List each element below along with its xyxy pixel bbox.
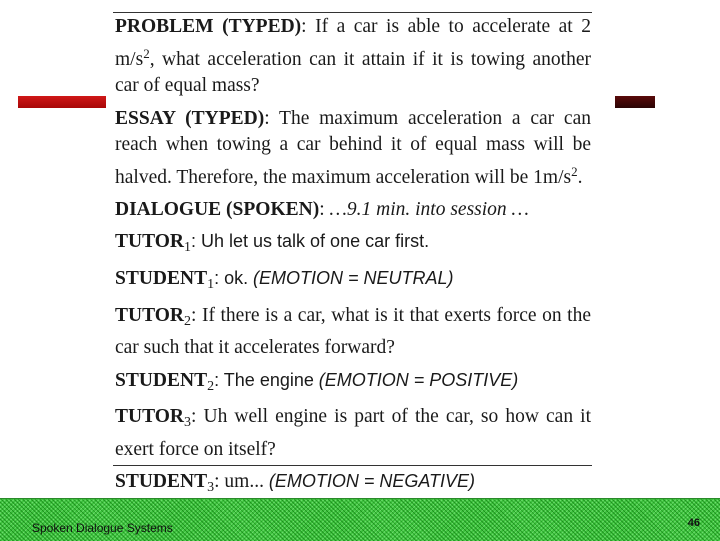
dialogue-label: DIALOGUE (SPOKEN) — [115, 199, 320, 220]
problem-block — [115, 14, 591, 100]
turn-emotion: (EMOTION = POSITIVE) — [318, 369, 519, 390]
turn-speaker: TUTOR — [115, 406, 184, 427]
top-rule — [113, 12, 592, 13]
turn-tutor-3 — [115, 404, 591, 463]
turn-text: : Uh well engine is part of the car, so how can it exert force on itself? — [115, 406, 591, 460]
turn-text: : ok. — [214, 268, 249, 288]
turn-index: 2 — [207, 378, 215, 394]
turn-speaker: TUTOR — [115, 230, 184, 252]
turn-index: 3 — [207, 480, 215, 495]
turn-speaker: STUDENT — [115, 369, 208, 391]
turn-text: : Uh let us talk of one car first. — [191, 230, 430, 251]
essay-label: ESSAY (TYPED) — [115, 107, 265, 129]
turn-emotion: (EMOTION = NEGATIVE) — [268, 471, 476, 491]
turn-student-2 — [115, 367, 591, 401]
turn-student-1 — [115, 265, 591, 299]
essay-text-1: : The maximum acceleration a car can reach when towing a car behind it of equal mass will be halved. Therefore, the maximum acceleration will be 1m/s — [115, 107, 591, 188]
essay-block — [115, 106, 591, 192]
decorative-red-bar — [18, 96, 106, 108]
transcript-figure — [115, 14, 591, 502]
turn-emotion: (EMOTION = NEUTRAL) — [253, 268, 454, 288]
dialogue-colon: : — [319, 199, 325, 220]
dialogue-header — [115, 197, 591, 224]
bottom-rule — [113, 465, 592, 466]
turn-index: 3 — [184, 415, 191, 430]
page-number: 46 — [687, 517, 700, 529]
essay-exponent: 2 — [571, 163, 578, 179]
turn-student-3 — [115, 468, 591, 502]
turn-speaker: TUTOR — [115, 304, 184, 326]
turn-tutor-1 — [115, 228, 591, 262]
turn-tutor-2 — [115, 303, 591, 362]
footer-bar — [0, 498, 720, 541]
problem-text-2: , what acceleration can it attain if it is towing another car of equal mass? — [115, 48, 591, 96]
problem-label: PROBLEM (TYPED) — [115, 16, 302, 37]
turn-speaker: STUDENT — [115, 268, 208, 289]
problem-exponent: 2 — [143, 45, 150, 61]
problem-text-1: : If a car is able to accelerate at 2 m/s — [115, 16, 591, 70]
turn-index: 2 — [184, 313, 191, 329]
turn-text: : um... — [214, 471, 264, 492]
essay-text-2: . — [577, 166, 583, 188]
decorative-dark-bar — [615, 96, 655, 108]
footer-title: Spoken Dialogue Systems — [32, 521, 173, 535]
turn-text: : The engine — [214, 369, 314, 390]
turn-index: 1 — [184, 239, 191, 255]
turn-speaker: STUDENT — [115, 471, 208, 492]
turn-text: : If there is a car, what is it that exerts force on the car such that it accelerates forward? — [115, 304, 591, 358]
turn-index: 1 — [207, 277, 215, 292]
dialogue-note: …9.1 min. into session … — [324, 199, 529, 220]
